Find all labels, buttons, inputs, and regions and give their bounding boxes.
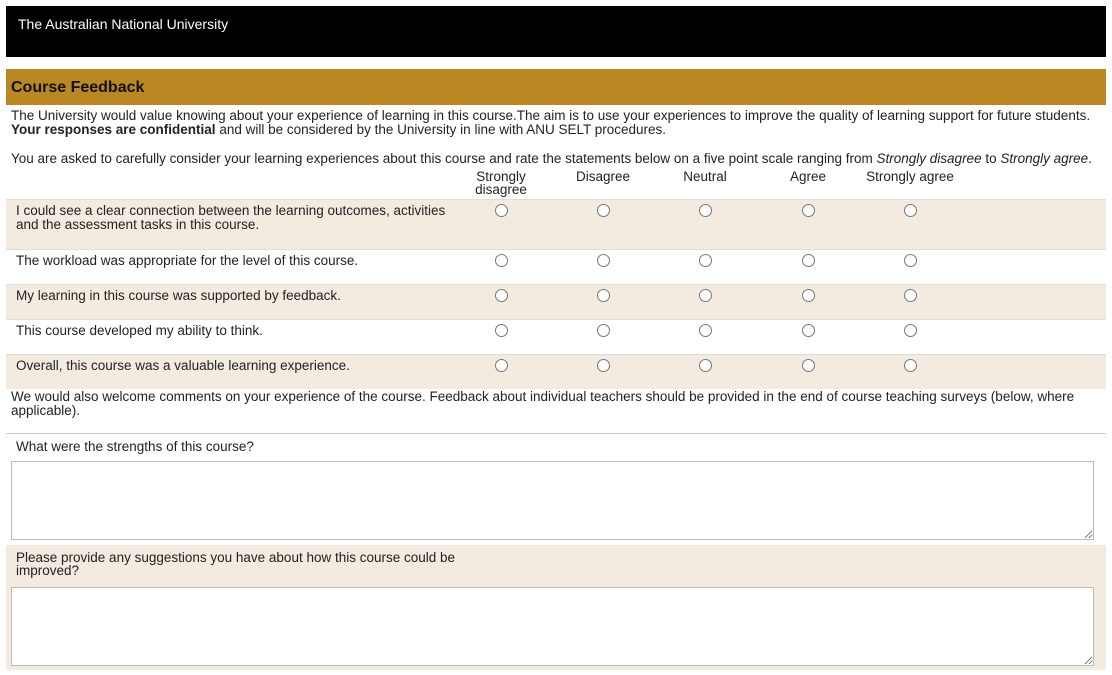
- question-text: The workload was appropriate for the level of this course.: [16, 253, 359, 268]
- question-text: My learning in this course was supported by feedback.: [16, 288, 341, 303]
- intro-text: [11, 109, 1106, 137]
- instr-high: Strongly agree: [1000, 151, 1089, 166]
- radio-strongly-disagree[interactable]: [495, 324, 508, 337]
- strengths-textarea[interactable]: [11, 461, 1094, 540]
- intro-text-2: and will be considered by the University in line with ANU SELT procedures.: [215, 122, 667, 137]
- strengths-label: What were the strengths of this course?: [16, 439, 254, 454]
- radio-strongly-agree[interactable]: [904, 324, 917, 337]
- question-text: This course developed my ability to think.: [16, 323, 263, 338]
- radio-neutral[interactable]: [699, 204, 712, 217]
- radio-strongly-agree[interactable]: [904, 254, 917, 267]
- radio-strongly-agree[interactable]: [904, 204, 917, 217]
- comments-intro: We would also welcome comments on your experience of the course. Feedback about individual teachers should be provided in the end of course teaching surveys (below, where applicable).: [11, 389, 1075, 418]
- radio-strongly-disagree[interactable]: [495, 359, 508, 372]
- question-text: I could see a clear connection between the learning outcomes, activities and the assessment tasks in this course.: [16, 203, 446, 232]
- improvements-textarea[interactable]: [11, 587, 1094, 666]
- improvements-section: [6, 545, 1106, 670]
- radio-agree[interactable]: [802, 204, 815, 217]
- instr-mid: to: [981, 151, 1001, 166]
- radio-strongly-agree[interactable]: [904, 359, 917, 372]
- radio-strongly-disagree[interactable]: [495, 289, 508, 302]
- radio-strongly-agree[interactable]: [904, 289, 917, 302]
- scale-header: Disagree: [575, 169, 631, 184]
- scale-header: Neutral: [683, 169, 727, 184]
- section-header: [6, 69, 1106, 105]
- intro-text-1: The University would value knowing about your experience of learning in this course.The aim is to use your experiences to improve the quality of learning support for future students.: [11, 108, 1091, 123]
- radio-strongly-disagree[interactable]: [495, 204, 508, 217]
- scale-header: Strongly agree: [866, 169, 954, 184]
- question-row: [6, 319, 1106, 355]
- site-header: [6, 6, 1106, 57]
- question-text: Overall, this course was a valuable learning experience.: [16, 358, 350, 373]
- question-row: [6, 284, 1106, 320]
- radio-disagree[interactable]: [597, 359, 610, 372]
- radio-neutral[interactable]: [699, 254, 712, 267]
- radio-neutral[interactable]: [699, 359, 712, 372]
- radio-neutral[interactable]: [699, 289, 712, 302]
- radio-disagree[interactable]: [597, 289, 610, 302]
- radio-agree[interactable]: [802, 254, 815, 267]
- radio-disagree[interactable]: [597, 254, 610, 267]
- scale-header: Strongly disagree: [475, 169, 527, 197]
- radio-strongly-disagree[interactable]: [495, 254, 508, 267]
- radio-agree[interactable]: [802, 359, 815, 372]
- radio-disagree[interactable]: [597, 324, 610, 337]
- radio-agree[interactable]: [802, 289, 815, 302]
- instr-low: Strongly disagree: [876, 151, 982, 166]
- improvements-label: Please provide any suggestions you have about how this course could be improved?: [16, 550, 456, 578]
- question-row: [6, 249, 1106, 285]
- section-title: Course Feedback: [11, 79, 145, 96]
- radio-neutral[interactable]: [699, 324, 712, 337]
- instructions: [11, 151, 1111, 166]
- radio-agree[interactable]: [802, 324, 815, 337]
- instr-end: .: [1088, 151, 1092, 166]
- radio-disagree[interactable]: [597, 204, 610, 217]
- scale-header: Agree: [789, 169, 827, 184]
- university-name: The Australian National University: [18, 16, 229, 32]
- strengths-section: [6, 433, 1106, 544]
- question-row: [6, 354, 1106, 389]
- confidential-note: Your responses are confidential: [11, 122, 216, 137]
- instr-pre: You are asked to carefully consider your learning experiences about this course and rate the statements below on a five point scale ranging from: [11, 151, 877, 166]
- question-row: [6, 199, 1106, 250]
